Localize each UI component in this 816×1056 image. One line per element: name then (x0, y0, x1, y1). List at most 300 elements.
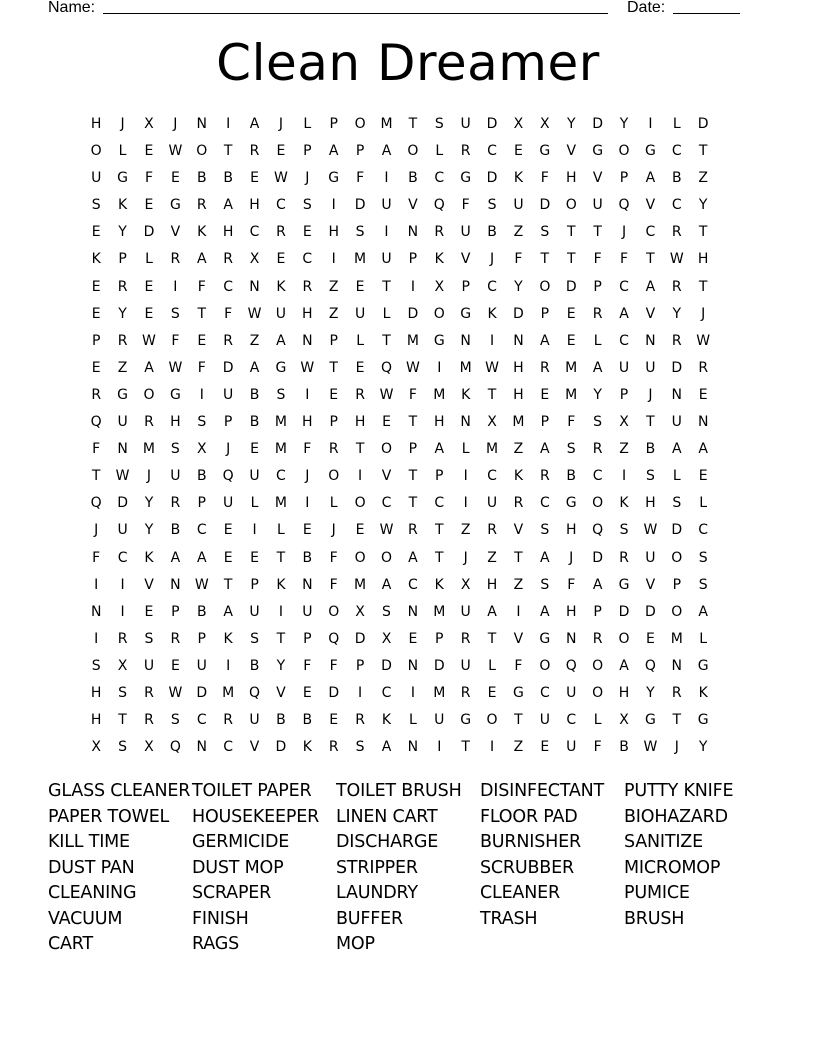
grid-letter[interactable]: K (619, 495, 629, 512)
grid-letter[interactable]: F (303, 441, 312, 458)
grid-letter[interactable]: F (329, 576, 338, 593)
grid-letter[interactable]: O (380, 549, 392, 566)
grid-letter[interactable]: Z (117, 359, 128, 376)
grid-letter[interactable]: M (433, 684, 446, 701)
grid-letter[interactable]: N (645, 332, 656, 349)
grid-letter[interactable]: C (487, 278, 497, 295)
grid-letter[interactable]: G (697, 657, 709, 674)
grid-letter[interactable]: F (408, 386, 417, 403)
grid-letter[interactable]: L (699, 495, 708, 512)
grid-letter[interactable]: X (540, 116, 550, 132)
grid-letter[interactable]: Y (118, 305, 127, 322)
grid-letter[interactable]: T (329, 359, 338, 376)
grid-letter[interactable]: B (170, 522, 181, 539)
grid-letter[interactable]: Z (513, 576, 524, 593)
grid-letter[interactable]: E (144, 197, 154, 214)
grid-letter[interactable]: X (487, 414, 497, 431)
grid-letter[interactable]: N (697, 414, 709, 431)
grid-letter[interactable]: O (565, 197, 577, 214)
grid-letter[interactable]: F (593, 251, 602, 268)
grid-letter[interactable]: P (223, 414, 233, 431)
grid-letter[interactable]: B (196, 170, 207, 187)
grid-letter[interactable]: N (671, 657, 683, 674)
grid-letter[interactable]: U (671, 414, 682, 431)
grid-letter[interactable]: P (329, 116, 338, 132)
grid-letter[interactable]: A (645, 170, 656, 187)
grid-letter[interactable]: H (434, 414, 445, 431)
grid-letter[interactable]: Y (514, 278, 523, 295)
grid-letter[interactable]: R (144, 414, 154, 431)
grid-letter[interactable]: S (540, 576, 550, 593)
grid-letter[interactable]: I (120, 576, 125, 593)
grid-letter[interactable]: M (142, 441, 156, 458)
grid-letter[interactable]: U (460, 603, 471, 620)
grid-letter[interactable]: W (168, 359, 183, 376)
grid-letter[interactable]: W (643, 739, 658, 756)
grid-letter[interactable]: V (381, 468, 392, 485)
grid-letter[interactable]: Z (487, 549, 497, 566)
grid-letter[interactable]: A (619, 305, 629, 322)
grid-letter[interactable]: G (460, 712, 472, 729)
grid-letter[interactable]: Y (619, 116, 629, 132)
grid-letter[interactable]: R (460, 143, 471, 160)
grid-letter[interactable]: K (223, 630, 233, 647)
grid-letter[interactable]: C (566, 712, 577, 729)
grid-letter[interactable]: V (566, 143, 577, 160)
grid-letter[interactable]: N (407, 739, 419, 756)
grid-letter[interactable]: J (305, 468, 310, 485)
grid-letter[interactable]: C (671, 143, 682, 160)
grid-letter[interactable]: Y (646, 684, 655, 701)
grid-letter[interactable]: T (276, 630, 286, 647)
grid-letter[interactable]: C (302, 251, 313, 268)
grid-letter[interactable]: T (487, 386, 497, 403)
grid-letter[interactable]: W (379, 386, 394, 403)
grid-letter[interactable]: O (433, 305, 445, 322)
grid-letter[interactable]: X (249, 251, 260, 268)
grid-letter[interactable]: U (460, 116, 471, 132)
grid-letter[interactable]: K (302, 739, 312, 756)
grid-letter[interactable]: U (486, 495, 498, 512)
grid-letter[interactable]: J (278, 116, 283, 132)
grid-letter[interactable]: U (434, 712, 445, 729)
grid-letter[interactable]: B (196, 468, 207, 485)
grid-letter[interactable]: M (512, 414, 525, 431)
grid-letter[interactable]: T (382, 278, 391, 295)
grid-letter[interactable]: V (645, 576, 656, 593)
grid-letter[interactable]: A (540, 441, 550, 458)
grid-letter[interactable]: S (672, 495, 682, 512)
grid-letter[interactable]: T (566, 224, 576, 241)
grid-letter[interactable]: Z (513, 224, 524, 241)
grid-letter[interactable]: R (249, 143, 260, 160)
grid-letter[interactable]: I (226, 657, 231, 674)
grid-letter[interactable]: C (671, 197, 682, 214)
grid-letter[interactable]: S (382, 603, 391, 620)
grid-letter[interactable]: I (252, 522, 257, 539)
grid-letter[interactable]: O (380, 441, 392, 458)
grid-letter[interactable]: T (355, 441, 365, 458)
grid-letter[interactable]: N (671, 386, 683, 403)
grid-letter[interactable]: A (249, 359, 260, 376)
grid-letter[interactable]: N (407, 224, 419, 241)
grid-letter[interactable]: P (435, 630, 444, 647)
grid-letter[interactable]: G (169, 386, 181, 403)
grid-letter[interactable]: R (276, 224, 286, 241)
grid-letter[interactable]: K (381, 712, 392, 729)
grid-letter[interactable]: D (354, 197, 366, 214)
grid-letter[interactable]: F (619, 251, 629, 268)
grid-letter[interactable]: I (120, 603, 125, 620)
grid-letter[interactable]: R (196, 197, 207, 214)
grid-letter[interactable]: T (382, 332, 391, 349)
grid-letter[interactable]: S (540, 224, 550, 241)
grid-letter[interactable]: G (169, 197, 181, 214)
grid-letter[interactable]: S (118, 739, 128, 756)
grid-letter[interactable]: A (540, 549, 550, 566)
grid-letter[interactable]: L (593, 712, 602, 729)
grid-letter[interactable]: G (539, 630, 551, 647)
grid-letter[interactable]: X (196, 441, 207, 458)
grid-letter[interactable]: U (566, 739, 577, 756)
grid-letter[interactable]: L (382, 305, 391, 322)
grid-letter[interactable]: P (197, 630, 206, 647)
grid-letter[interactable]: T (276, 549, 286, 566)
grid-letter[interactable]: R (328, 739, 339, 756)
grid-letter[interactable]: H (249, 197, 260, 214)
grid-letter[interactable]: B (223, 170, 233, 187)
grid-letter[interactable]: Q (618, 197, 630, 214)
grid-letter[interactable]: O (671, 549, 683, 566)
grid-letter[interactable]: D (486, 116, 498, 132)
grid-letter[interactable]: D (671, 359, 683, 376)
grid-letter[interactable]: T (223, 576, 233, 593)
grid-letter[interactable]: U (249, 712, 260, 729)
grid-letter[interactable]: T (514, 549, 523, 566)
grid-letter[interactable]: E (91, 305, 101, 322)
grid-letter[interactable]: L (277, 522, 285, 539)
grid-letter[interactable]: R (671, 684, 682, 701)
grid-letter[interactable]: I (516, 603, 521, 620)
grid-letter[interactable]: A (381, 143, 392, 160)
grid-letter[interactable]: U (381, 251, 392, 268)
grid-letter[interactable]: V (144, 576, 154, 593)
grid-letter[interactable]: M (565, 359, 578, 376)
grid-letter[interactable]: J (674, 739, 679, 756)
grid-letter[interactable]: K (461, 386, 471, 403)
grid-letter[interactable]: J (146, 468, 152, 485)
grid-letter[interactable]: M (433, 386, 446, 403)
grid-letter[interactable]: T (698, 278, 708, 295)
grid-letter[interactable]: V (408, 197, 418, 214)
grid-letter[interactable]: Z (513, 739, 524, 756)
grid-letter[interactable]: M (274, 495, 287, 512)
grid-letter[interactable]: D (117, 495, 128, 512)
grid-letter[interactable]: R (619, 549, 629, 566)
grid-letter[interactable]: L (303, 116, 312, 132)
grid-letter[interactable]: R (170, 495, 181, 512)
grid-letter[interactable]: D (513, 305, 524, 322)
grid-letter[interactable]: F (329, 549, 338, 566)
grid-letter[interactable]: Y (144, 522, 154, 539)
grid-letter[interactable]: C (276, 468, 286, 485)
grid-letter[interactable]: I (463, 495, 468, 512)
grid-letter[interactable]: A (223, 603, 233, 620)
grid-letter[interactable]: I (226, 116, 231, 132)
grid-letter[interactable]: E (144, 603, 154, 620)
grid-letter[interactable]: K (487, 305, 497, 322)
grid-letter[interactable]: O (328, 468, 340, 485)
grid-letter[interactable]: H (513, 386, 524, 403)
grid-letter[interactable]: S (170, 441, 180, 458)
grid-letter[interactable]: C (223, 739, 234, 756)
grid-letter[interactable]: L (461, 441, 470, 458)
grid-letter[interactable]: B (249, 386, 260, 403)
grid-letter[interactable]: U (460, 657, 471, 674)
grid-letter[interactable]: Y (276, 657, 286, 674)
grid-letter[interactable]: D (407, 305, 419, 322)
grid-letter[interactable]: K (276, 278, 286, 295)
grid-letter[interactable]: R (117, 278, 128, 295)
grid-letter[interactable]: R (328, 441, 339, 458)
grid-letter[interactable]: N (407, 657, 419, 674)
grid-letter[interactable]: P (197, 495, 206, 512)
grid-letter[interactable]: D (697, 116, 709, 132)
name-field-line[interactable] (103, 13, 608, 14)
grid-letter[interactable]: O (539, 657, 551, 674)
grid-letter[interactable]: T (118, 712, 127, 729)
grid-letter[interactable]: U (91, 170, 102, 187)
grid-letter[interactable]: H (90, 116, 102, 132)
grid-letter[interactable]: U (592, 197, 603, 214)
grid-letter[interactable]: I (199, 386, 204, 403)
grid-letter[interactable]: H (302, 305, 313, 322)
grid-letter[interactable]: E (276, 251, 286, 268)
grid-letter[interactable]: G (565, 495, 577, 512)
grid-letter[interactable]: D (222, 359, 234, 376)
grid-letter[interactable]: G (697, 712, 709, 729)
grid-letter[interactable]: C (619, 332, 629, 349)
grid-letter[interactable]: T (698, 143, 708, 160)
grid-letter[interactable]: O (90, 143, 102, 160)
grid-letter[interactable]: E (144, 305, 154, 322)
grid-letter[interactable]: U (223, 386, 234, 403)
grid-letter[interactable]: E (223, 522, 233, 539)
grid-letter[interactable]: T (408, 495, 418, 512)
grid-letter[interactable]: A (645, 278, 656, 295)
grid-letter[interactable]: C (276, 197, 286, 214)
grid-letter[interactable]: H (697, 251, 709, 268)
grid-letter[interactable]: T (646, 414, 655, 431)
grid-letter[interactable]: E (144, 278, 154, 295)
grid-letter[interactable]: T (540, 251, 550, 268)
grid-letter[interactable]: A (540, 332, 550, 349)
grid-letter[interactable]: N (460, 332, 471, 349)
grid-letter[interactable]: F (567, 576, 576, 593)
grid-letter[interactable]: P (355, 143, 365, 160)
grid-letter[interactable]: L (699, 630, 708, 647)
grid-letter[interactable]: S (91, 197, 101, 214)
grid-letter[interactable]: I (648, 116, 653, 132)
grid-letter[interactable]: R (170, 251, 181, 268)
grid-letter[interactable]: J (463, 549, 468, 566)
grid-letter[interactable]: Q (90, 495, 102, 512)
grid-letter[interactable]: D (275, 739, 287, 756)
grid-letter[interactable]: I (621, 468, 627, 485)
grid-letter[interactable]: F (197, 359, 206, 376)
grid-letter[interactable]: I (358, 468, 363, 485)
grid-letter[interactable]: F (356, 170, 365, 187)
grid-letter[interactable]: Y (144, 495, 154, 512)
grid-letter[interactable]: S (434, 116, 444, 132)
grid-letter[interactable]: R (539, 359, 550, 376)
grid-letter[interactable]: R (302, 278, 313, 295)
grid-letter[interactable]: D (539, 197, 551, 214)
grid-letter[interactable]: L (488, 657, 496, 674)
grid-letter[interactable]: O (328, 603, 340, 620)
grid-letter[interactable]: U (143, 657, 155, 674)
grid-letter[interactable]: T (698, 224, 708, 241)
grid-letter[interactable]: O (539, 278, 551, 295)
grid-letter[interactable]: U (249, 603, 260, 620)
grid-letter[interactable]: M (670, 630, 683, 647)
grid-letter[interactable]: R (408, 522, 418, 539)
grid-letter[interactable]: I (489, 739, 495, 756)
grid-letter[interactable]: M (380, 116, 393, 132)
grid-letter[interactable]: C (434, 170, 445, 187)
grid-letter[interactable]: C (407, 576, 418, 593)
grid-letter[interactable]: Z (698, 170, 708, 187)
grid-letter[interactable]: A (196, 549, 207, 566)
grid-letter[interactable]: I (437, 359, 442, 376)
grid-letter[interactable]: V (513, 630, 524, 647)
grid-letter[interactable]: A (328, 143, 339, 160)
grid-letter[interactable]: E (250, 170, 259, 187)
grid-letter[interactable]: K (513, 468, 524, 485)
grid-letter[interactable]: O (592, 657, 604, 674)
grid-letter[interactable]: Z (460, 522, 471, 539)
grid-letter[interactable]: O (354, 116, 366, 132)
grid-letter[interactable]: Q (169, 739, 181, 756)
grid-letter[interactable]: G (592, 143, 604, 160)
grid-letter[interactable]: G (328, 170, 340, 187)
grid-letter[interactable]: P (329, 332, 338, 349)
grid-letter[interactable]: P (619, 386, 629, 403)
grid-letter[interactable]: B (487, 224, 497, 241)
grid-letter[interactable]: R (170, 630, 181, 647)
grid-letter[interactable]: A (223, 197, 233, 214)
grid-letter[interactable]: P (303, 630, 312, 647)
grid-letter[interactable]: F (92, 549, 101, 566)
grid-letter[interactable]: R (355, 386, 365, 403)
grid-letter[interactable]: E (170, 170, 180, 187)
grid-letter[interactable]: T (434, 522, 444, 539)
grid-letter[interactable]: U (275, 305, 287, 322)
grid-letter[interactable]: F (593, 739, 602, 756)
grid-letter[interactable]: J (94, 522, 99, 539)
grid-letter[interactable]: T (91, 468, 101, 485)
grid-letter[interactable]: A (592, 359, 603, 376)
grid-letter[interactable]: A (381, 576, 392, 593)
grid-letter[interactable]: U (513, 197, 524, 214)
grid-letter[interactable]: X (144, 739, 154, 756)
grid-letter[interactable]: R (223, 251, 234, 268)
grid-letter[interactable]: A (170, 549, 181, 566)
grid-letter[interactable]: Q (433, 197, 445, 214)
grid-letter[interactable]: I (463, 468, 468, 485)
grid-letter[interactable]: R (223, 712, 234, 729)
grid-letter[interactable]: Q (328, 630, 340, 647)
grid-letter[interactable]: A (276, 332, 286, 349)
grid-letter[interactable]: O (486, 712, 498, 729)
grid-letter[interactable]: C (487, 468, 497, 485)
grid-letter[interactable]: V (592, 170, 603, 187)
grid-letter[interactable]: E (329, 712, 339, 729)
grid-letter[interactable]: Q (222, 468, 234, 485)
grid-letter[interactable]: E (382, 414, 391, 431)
grid-letter[interactable]: R (91, 386, 102, 403)
grid-letter[interactable]: N (90, 603, 102, 620)
grid-letter[interactable]: R (487, 522, 497, 539)
grid-letter[interactable]: E (540, 386, 550, 403)
grid-letter[interactable]: L (593, 332, 602, 349)
grid-letter[interactable]: E (276, 143, 286, 160)
grid-letter[interactable]: C (592, 468, 603, 485)
date-field-line[interactable] (673, 13, 740, 14)
grid-letter[interactable]: U (566, 684, 577, 701)
grid-letter[interactable]: R (671, 332, 682, 349)
grid-letter[interactable]: T (408, 116, 418, 132)
grid-letter[interactable]: H (170, 414, 181, 431)
grid-letter[interactable]: H (565, 522, 577, 539)
grid-letter[interactable]: J (569, 549, 574, 566)
grid-letter[interactable]: S (698, 576, 708, 593)
grid-letter[interactable]: N (565, 630, 577, 647)
grid-letter[interactable]: K (91, 251, 101, 268)
grid-letter[interactable]: E (302, 684, 312, 701)
grid-letter[interactable]: A (196, 251, 207, 268)
grid-letter[interactable]: S (118, 684, 128, 701)
grid-letter[interactable]: H (645, 495, 656, 512)
grid-letter[interactable]: L (250, 495, 259, 512)
grid-letter[interactable]: L (356, 332, 364, 349)
grid-letter[interactable]: G (460, 305, 472, 322)
grid-letter[interactable]: L (672, 116, 681, 132)
grid-letter[interactable]: M (459, 359, 472, 376)
grid-letter[interactable]: W (142, 332, 156, 349)
grid-letter[interactable]: S (540, 522, 550, 539)
grid-letter[interactable]: C (539, 684, 550, 701)
grid-letter[interactable]: P (171, 603, 180, 620)
grid-letter[interactable]: A (487, 603, 497, 620)
grid-letter[interactable]: O (407, 143, 419, 160)
grid-letter[interactable]: W (696, 332, 711, 349)
grid-letter[interactable]: E (408, 630, 418, 647)
grid-letter[interactable]: V (513, 522, 524, 539)
grid-letter[interactable]: L (408, 712, 417, 729)
grid-letter[interactable]: T (434, 549, 444, 566)
grid-letter[interactable]: I (331, 251, 336, 268)
grid-letter[interactable]: B (249, 414, 260, 431)
grid-letter[interactable]: W (485, 359, 499, 376)
grid-letter[interactable]: H (565, 170, 577, 187)
grid-letter[interactable]: R (144, 684, 154, 701)
grid-letter[interactable]: G (644, 143, 656, 160)
grid-letter[interactable]: Q (644, 657, 656, 674)
grid-letter[interactable]: I (173, 278, 178, 295)
grid-letter[interactable]: J (331, 522, 336, 539)
grid-letter[interactable]: S (566, 441, 576, 458)
